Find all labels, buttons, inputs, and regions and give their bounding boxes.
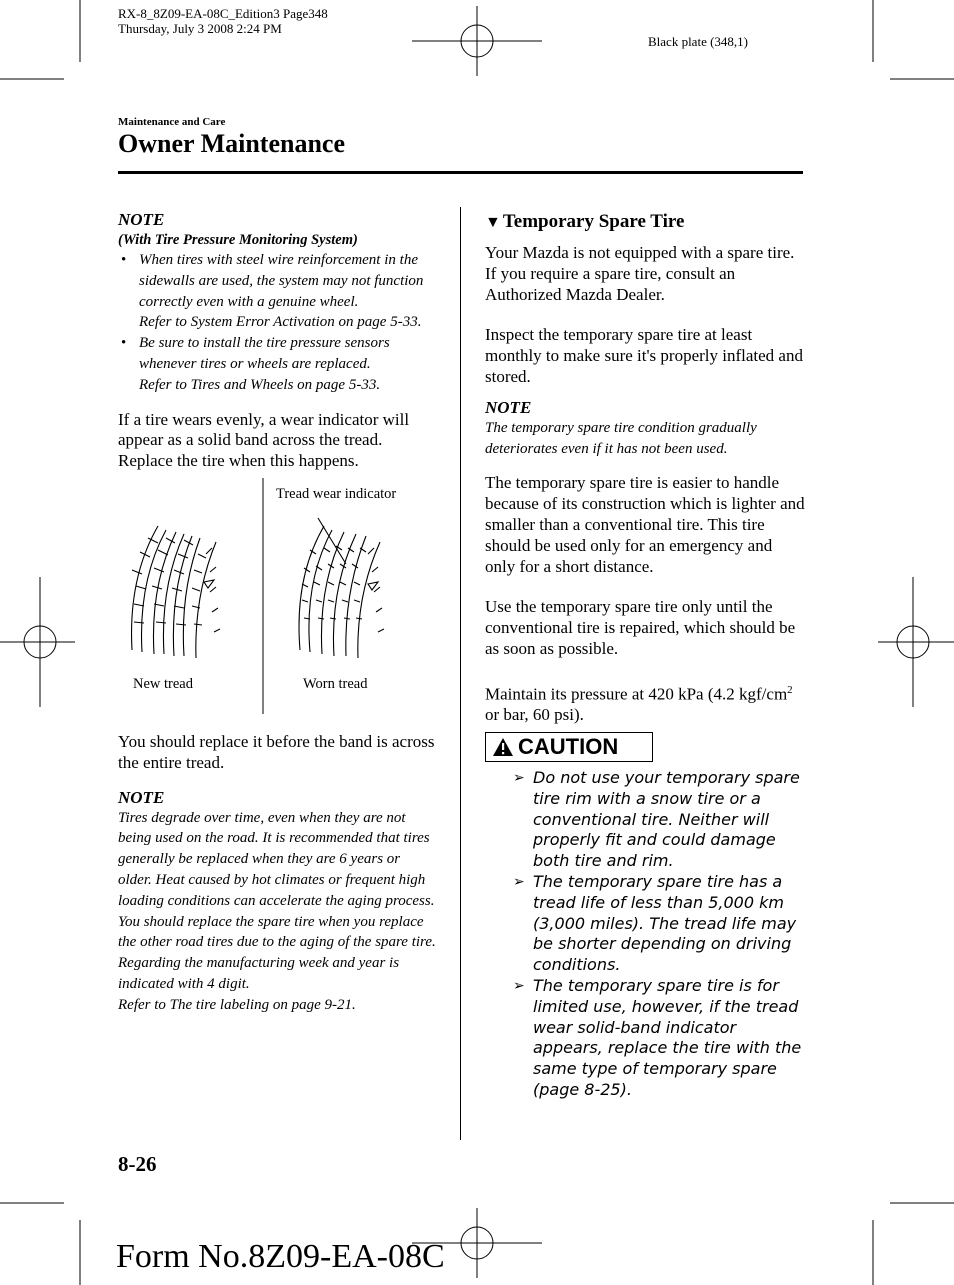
section-label: Maintenance and Care <box>118 116 226 128</box>
left-column <box>118 210 436 1016</box>
spare-condition-note: The temporary spare tire condition gradually deteriorates even if it has not been used. <box>485 419 757 457</box>
column-divider <box>460 207 461 1140</box>
wear-indicator-paragraph: If a tire wears evenly, a wear indicator will appear as a solid band across the tread. <box>118 409 410 450</box>
note-subheading: (With Tire Pressure Monitoring System) <box>118 232 358 248</box>
spare-construction-paragraph: The temporary spare tire is easier to handle because of its construction which is lighter and smaller than a conventional tire. This tire should be used only for an emergency and only for a short distance. <box>485 473 805 576</box>
title-rule <box>118 171 803 174</box>
bullet-dot: • <box>121 252 127 268</box>
spare-usage-paragraph: Use the temporary spare tire only until the conventional tire is repaired, which should be as soon as possible. <box>485 597 796 658</box>
caution-item-text: The temporary spare tire has a tread life of less than 5,000 km (3,000 miles). The tread life may be shorter depending on driving conditions. <box>533 871 797 975</box>
page-number: 8-26 <box>118 1152 157 1176</box>
form-number: Form No.8Z09-EA-08C <box>116 1238 445 1275</box>
print-job-line: RX-8_8Z09-EA-08C_Edition3 Page348 <box>118 6 328 21</box>
temporary-spare-heading <box>485 210 805 235</box>
note-heading: NOTE <box>118 210 165 229</box>
caution-item-text: The temporary spare tire is for limited use, however, if the tread wear solid-band indicator appears, replace the tire with the same type of temporary spare (page 8-25). <box>533 975 802 1099</box>
caution-list <box>485 768 805 1101</box>
caution-label: CAUTION <box>518 733 619 759</box>
note-bullet-text: Be sure to install the tire pressure sensors whenever tires or wheels are replaced. <box>139 335 390 372</box>
worn-tread-label: Worn tread <box>303 675 368 692</box>
no-spare-paragraph: Your Mazda is not equipped with a spare tire. If you require a spare tire, consult an Authorized Mazda Dealer. <box>485 243 795 304</box>
new-tread-label: New tread <box>133 675 193 692</box>
note-bullet <box>118 333 436 395</box>
bullet-dot: • <box>121 335 127 352</box>
pressure-text-a: Maintain its pressure at 420 kPa (4.2 kgf/cm <box>485 684 788 704</box>
note-bullet-ref: Refer to Tires and Wheels on page 5-33. <box>139 376 381 393</box>
print-date-line: Thursday, July 3 2008 2:24 PM <box>118 21 282 36</box>
warning-triangle-icon <box>492 737 514 757</box>
note-bullet-text: When tires with steel wire reinforcement in the sidewalls are used, the system may not function correctly even with a genuine wheel. <box>139 252 424 310</box>
arrow-bullet-icon: ➢ <box>513 770 525 786</box>
tire-labeling-ref: Refer to The tire labeling on page 9-21. <box>118 996 356 1013</box>
pressure-superscript: 2 <box>787 683 793 696</box>
note-bullet-list <box>118 250 436 396</box>
caution-item <box>485 768 805 872</box>
note-heading: NOTE <box>118 787 165 807</box>
note-bullet <box>118 250 436 333</box>
page-title: Owner Maintenance <box>118 129 345 158</box>
replace-before-paragraph: You should replace it before the band is across the entire tread. <box>118 731 435 772</box>
note-heading: NOTE <box>485 397 532 417</box>
tread-wear-figure <box>118 478 436 718</box>
triangle-down-icon: ▼ <box>485 214 501 231</box>
right-column <box>485 210 805 1101</box>
arrow-bullet-icon: ➢ <box>513 873 525 890</box>
replace-tire-paragraph: Replace the tire when this happens. <box>118 451 359 471</box>
caution-item <box>485 976 805 1101</box>
caution-item <box>485 872 805 976</box>
caution-box <box>485 732 653 762</box>
arrow-bullet-icon: ➢ <box>513 977 525 994</box>
tread-wear-indicator-label: Tread wear indicator <box>276 485 397 502</box>
note-bullet-ref: Refer to System Error Activation on page 5-33. <box>139 314 422 331</box>
new-tread-drawing <box>132 526 220 658</box>
caution-item-text: Do not use your temporary spare tire rim with a snow tire or a conventional tire. Neither will properly fit and could damage both tire and rim. <box>533 768 800 871</box>
print-job-info <box>118 6 328 36</box>
inspect-paragraph: Inspect the temporary spare tire at least monthly to make sure it's properly inflated and stored. <box>485 325 803 386</box>
tire-aging-note: Tires degrade over time, even when they are not being used on the road. It is recommended that tires generally be replaced when they are 6 years or older. Heat caused by hot climates or frequent high loading conditions can accelerate the aging process. You should replace the spare tire when you replace the other road tires due to the aging of the spare tire. Regarding the manufacturing week and year is indicated with 4 digit. <box>118 809 436 992</box>
pressure-text-b: or bar, 60 psi). <box>485 705 584 725</box>
pressure-paragraph <box>485 680 805 726</box>
temporary-spare-heading-text: Temporary Spare Tire <box>502 211 685 232</box>
plate-label: Black plate (348,1) <box>648 34 748 49</box>
worn-tread-drawing <box>299 518 384 658</box>
